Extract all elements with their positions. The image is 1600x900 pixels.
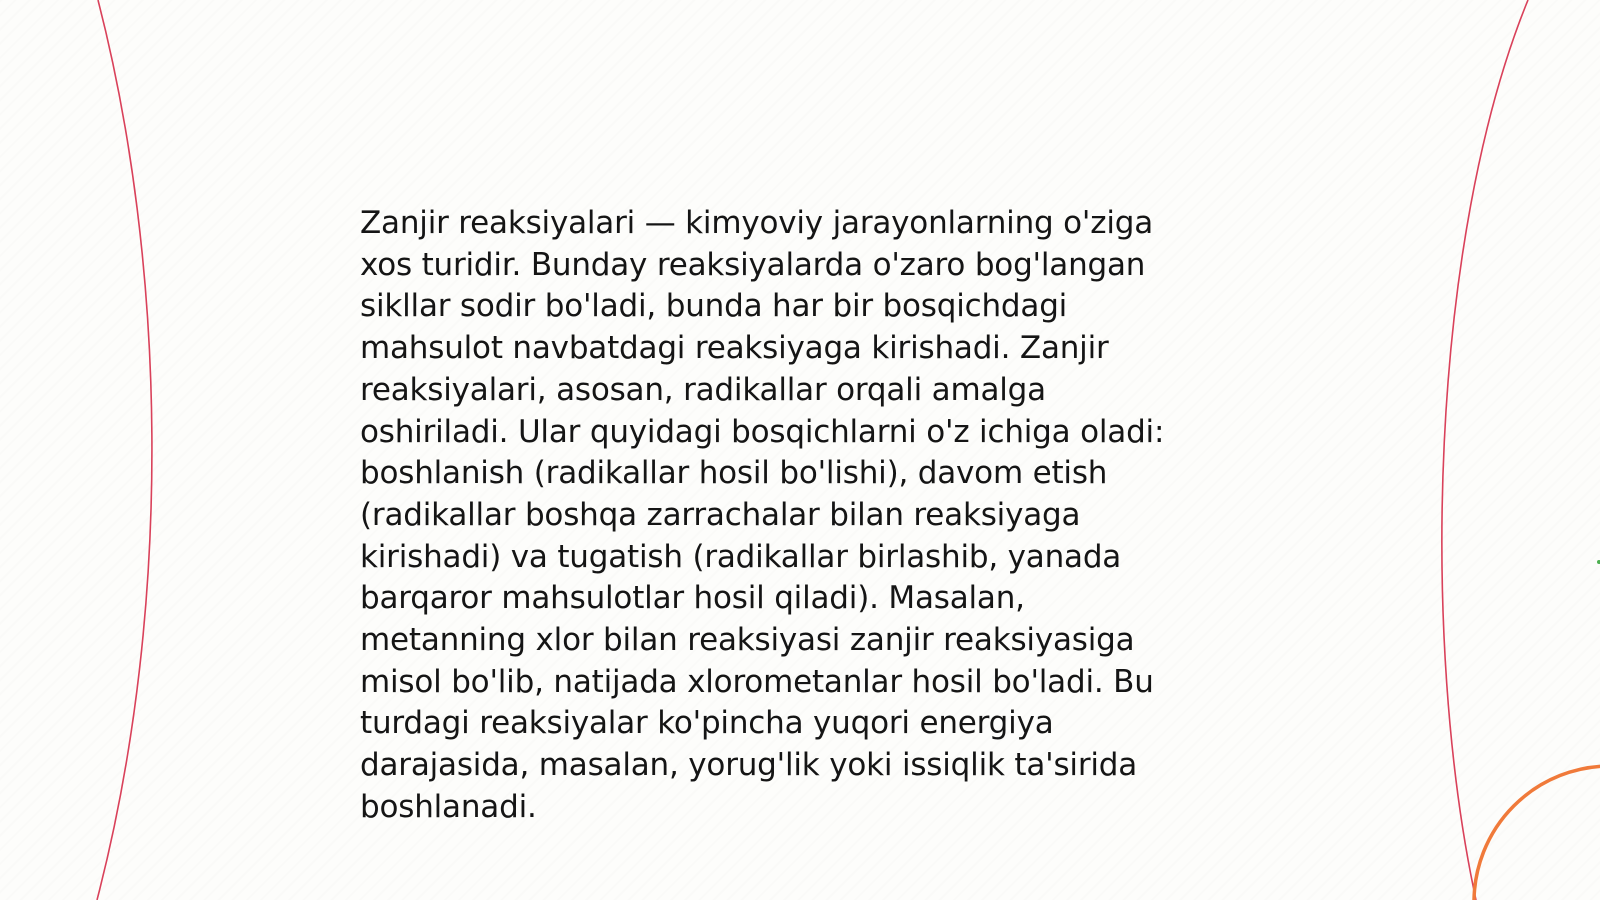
body-line: boshlanadi. bbox=[360, 788, 537, 825]
body-line: mahsulot navbatdagi reaksiyaga kirishadi. Zanjir bbox=[360, 330, 1109, 367]
body-line: Zanjir reaksiyalari — kimyoviy jarayonlarning o'ziga bbox=[360, 205, 1154, 241]
body-line: reaksiyalari, asosan, radikallar orqali amalga bbox=[360, 371, 1046, 408]
body-paragraph bbox=[360, 203, 1240, 829]
body-line: xos turidir. Bunday reaksiyalarda o'zaro bog'langan bbox=[360, 246, 1146, 283]
body-line: kirishadi) va tugatish (radikallar birlashib, yanada bbox=[360, 538, 1122, 575]
body-line: barqaror mahsulotlar hosil qiladi). Masalan, bbox=[360, 580, 1025, 617]
body-line: sikllar sodir bo'ladi, bunda har bir bosqichdagi bbox=[360, 288, 1068, 325]
body-line: turdagi reaksiyalar ko'pincha yuqori energiya bbox=[360, 705, 1054, 742]
body-line: metanning xlor bilan reaksiyasi zanjir reaksiyasiga bbox=[360, 622, 1135, 659]
left-decorative-curve bbox=[97, 0, 152, 900]
body-line: oshiriladi. Ular quyidagi bosqichlarni o'z ichiga oladi: bbox=[360, 413, 1165, 450]
body-line: misol bo'lib, natijada xlorometanlar hosil bo'ladi. Bu bbox=[360, 663, 1154, 700]
body-line: darajasida, masalan, yorug'lik yoki issiqlik ta'sirida bbox=[360, 747, 1138, 784]
right-decorative-curve bbox=[1442, 0, 1528, 900]
body-line: boshlanish (radikallar hosil bo'lishi), davom etish bbox=[360, 455, 1108, 492]
orange-decorative-circle bbox=[1474, 766, 1600, 900]
body-line: (radikallar boshqa zarrachalar bilan reaksiyaga bbox=[360, 496, 1081, 533]
